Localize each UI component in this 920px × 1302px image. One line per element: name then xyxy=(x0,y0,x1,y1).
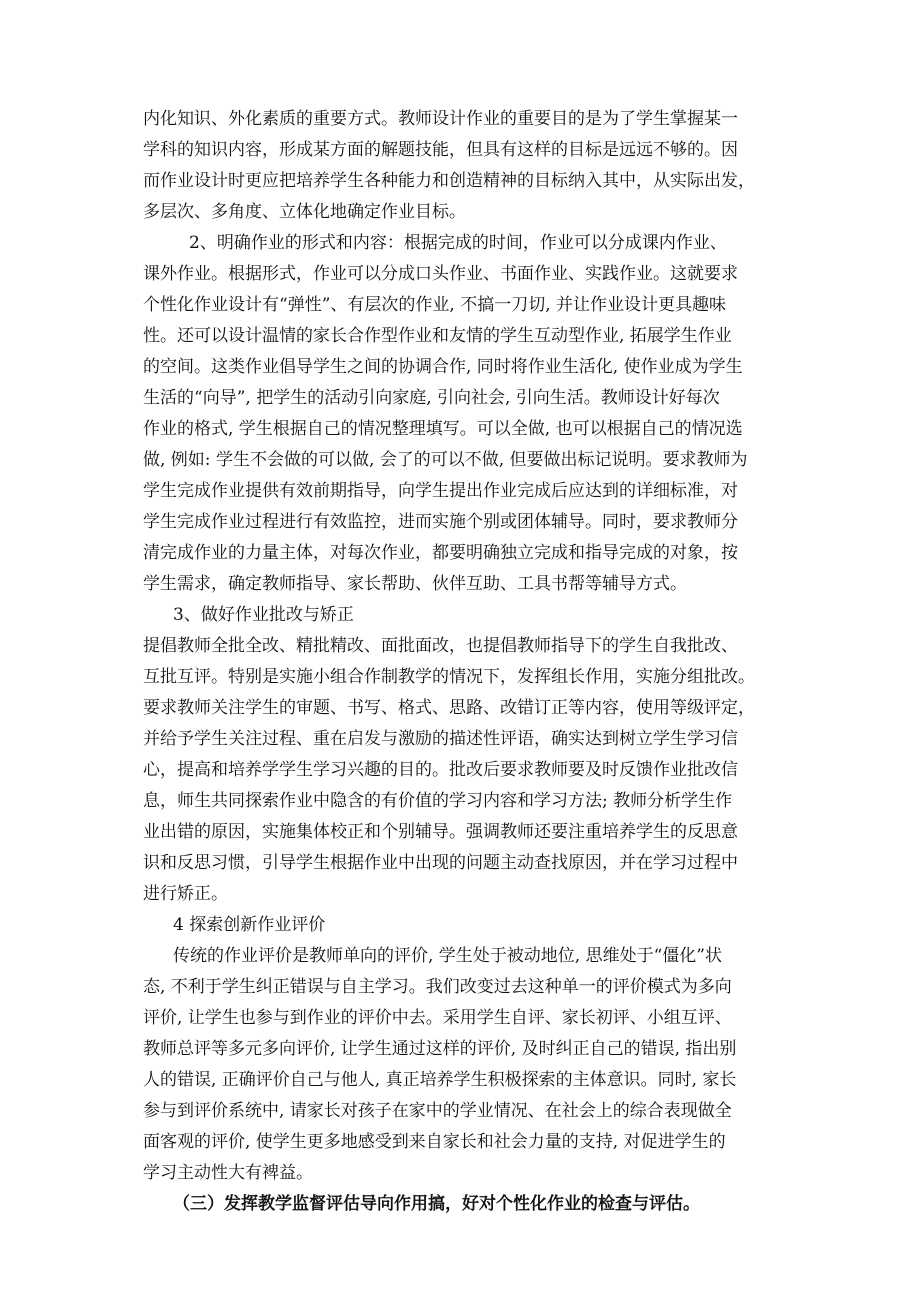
text-line: 并给予学生关注过程、重在启发与激励的描述性评语，确实达到树立学生学习信 xyxy=(143,729,738,749)
text-line: 学生完成作业过程进行有效监控，进而实施个别或团体辅导。同时，要求教师分 xyxy=(143,512,738,532)
text-line: 个性化作业设计有“弹性”、有层次的作业, 不搞一刀切, 并让作业设计更具趣味 xyxy=(143,295,726,315)
text-line: 态, 不利于学生纠正错误与自主学习。我们改变过去这种单一的评价模式为多向 xyxy=(143,977,732,997)
text-line: 学科的知识内容，形成某方面的解题技能，但具有这样的目标是远远不够的。因 xyxy=(143,140,738,160)
text-line: 多层次、多角度、立体化地确定作业目标。 xyxy=(143,202,466,222)
document-body xyxy=(143,104,783,1220)
text-line: 课外作业。根据形式，作业可以分成口头作业、书面作业、实践作业。这就要求 xyxy=(143,264,738,284)
text-line: 进行矫正。 xyxy=(143,884,228,904)
text-line: 提倡教师全批全改、精批精改、面批面改，也提倡教师指导下的学生自我批改、 xyxy=(143,636,738,656)
text-line: 互批互评。特别是实施小组合作制教学的情况下，发挥组长作用，实施分组批改。 xyxy=(143,667,755,687)
text-line: 作业的格式, 学生根据自己的情况整理填写。可以全做, 也可以根据自己的情况选 xyxy=(143,419,743,439)
text-line: 要求教师关注学生的审题、书写、格式、思路、改错订正等内容，使用等级评定， xyxy=(143,698,755,718)
text-line: 心，提高和培养学学生学习兴趣的目的。批改后要求教师要及时反馈作业批改信 xyxy=(143,760,738,780)
section-heading-bold: （三）发挥教学监督评估导向作用搞，好对个性化作业的检查与评估。 xyxy=(173,1194,700,1214)
text-line: 的空间。这类作业倡导学生之间的协调合作, 同时将作业生活化, 使作业成为学生 xyxy=(143,357,743,377)
text-line: 学习主动性大有裨益。 xyxy=(143,1163,313,1183)
text-line: 面客观的评价, 使学生更多地感受到来自家长和社会力量的支持, 对促进学生的 xyxy=(143,1132,726,1152)
section-heading-3: 3、做好作业批改与矫正 xyxy=(173,605,354,625)
text-line: 传统的作业评价是教师单向的评价, 学生处于被动地位, 思维处于“僵化”状 xyxy=(173,946,722,966)
text-line: 学生完成作业提供有效前期指导，向学生提出作业完成后应达到的详细标准，对 xyxy=(143,481,738,501)
text-line: 评价, 让学生也参与到作业的评价中去。采用学生自评、家长初评、小组互评、 xyxy=(143,1008,732,1028)
section-heading-4: 4 探索创新作业评价 xyxy=(173,915,326,935)
text-line: 生活的“向导”, 把学生的活动引向家庭, 引向社会, 引向生活。教师设计好每次 xyxy=(143,388,720,408)
section-heading-2: 2、明确作业的形式和内容：根据完成的时间，作业可以分成课内作业、 xyxy=(189,233,727,253)
text-line: 参与到评价系统中, 请家长对孩子在家中的学业情况、在社会上的综合表现做全 xyxy=(143,1101,732,1121)
text-line: 息，师生共同探索作业中隐含的有价值的学习内容和学习方法; 教师分析学生作 xyxy=(143,791,733,811)
text-line: 识和反思习惯，引导学生根据作业中出现的问题主动查找原因，并在学习过程中 xyxy=(143,853,738,873)
text-line: 性。还可以设计温情的家长合作型作业和友情的学生互动型作业, 拓展学生作业 xyxy=(143,326,732,346)
text-line: 业出错的原因，实施集体校正和个别辅导。强调教师还要注重培养学生的反思意 xyxy=(143,822,738,842)
text-line: 而作业设计时更应把培养学生各种能力和创造精神的目标纳入其中，从实际出发， xyxy=(143,171,755,191)
text-line: 内化知识、外化素质的重要方式。教师设计作业的重要目的是为了学生掌握某一 xyxy=(143,109,738,129)
text-line: 清完成作业的力量主体，对每次作业，都要明确独立完成和指导完成的对象，按 xyxy=(143,543,738,563)
text-line: 学生需求，确定教师指导、家长帮助、伙伴互助、工具书帮等辅导方式。 xyxy=(143,574,687,594)
text-line: 教师总评等多元多向评价, 让学生通过这样的评价, 及时纠正自己的错误, 指出别 xyxy=(143,1039,737,1059)
text-line: 做, 例如: 学生不会做的可以做, 会了的可以不做, 但要做出标记说明。要求教师为 xyxy=(143,450,748,470)
text-line: 人的错误, 正确评价自己与他人, 真正培养学生积极探索的主体意识。同时, 家长 xyxy=(143,1070,737,1090)
